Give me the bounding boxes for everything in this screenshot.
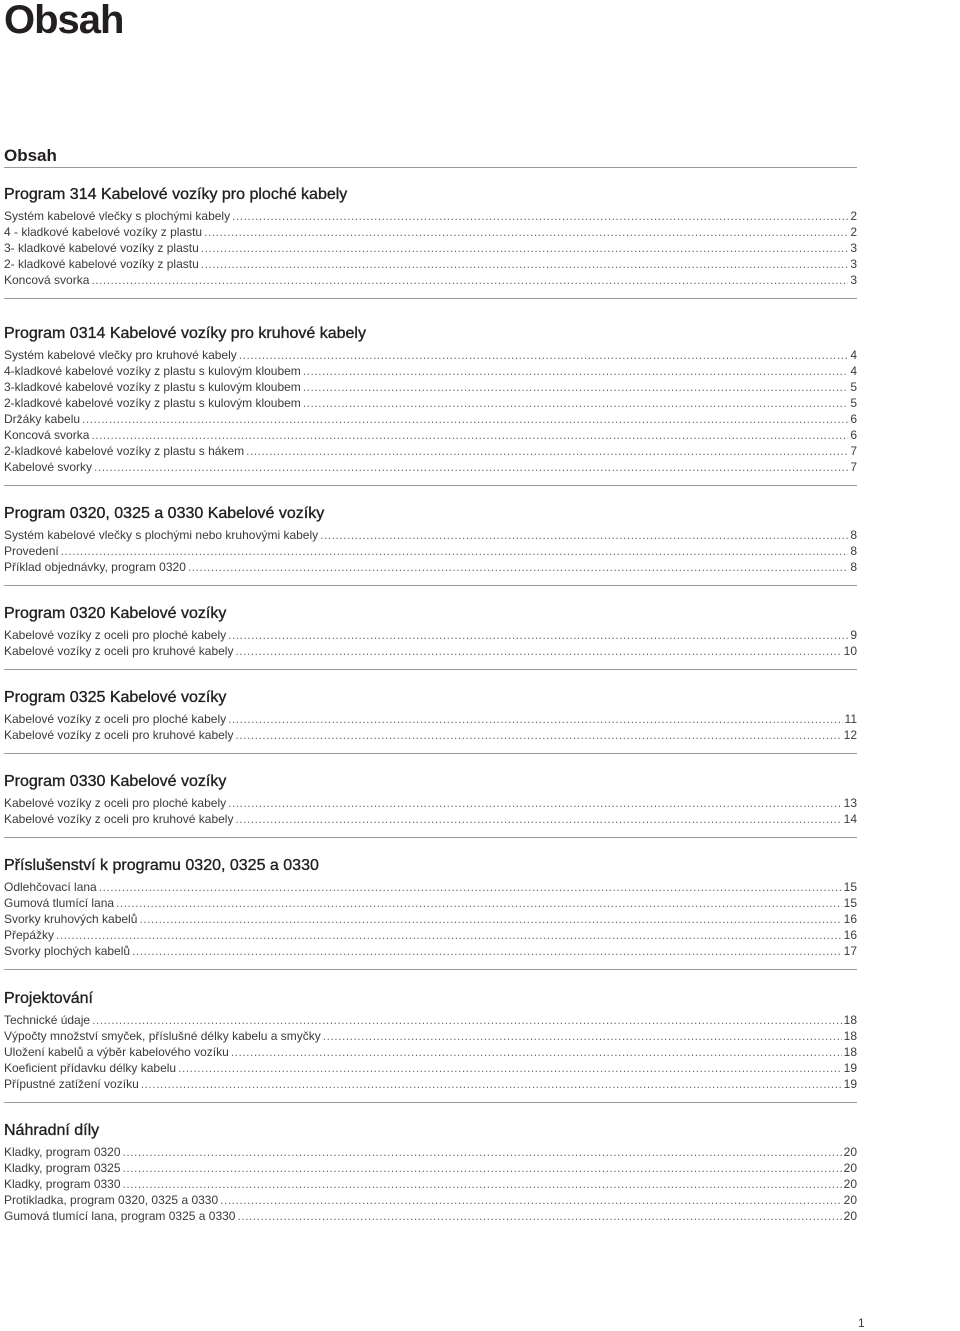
dot-leader <box>61 543 849 559</box>
toc-entry[interactable] <box>4 1176 857 1192</box>
toc-entry-page: 16 <box>843 912 857 926</box>
dot-leader <box>99 879 842 895</box>
section-title: Program 0320, 0325 a 0330 Kabelové vozíky <box>4 505 325 522</box>
dot-leader <box>123 1160 842 1176</box>
toc-entry-page: 18 <box>843 1029 857 1043</box>
toc-entry-text: 2-kladkové kabelové vozíky z plastu s hákem <box>4 444 245 458</box>
toc-entry-text: Příklad objednávky, program 0320 <box>4 560 186 574</box>
toc-entry-text: 3-kladkové kabelové vozíky z plastu s kulovým kloubem <box>4 380 301 394</box>
dot-leader <box>123 1176 842 1192</box>
dot-leader <box>228 711 842 727</box>
toc-entry-text: Kabelové vozíky z oceli pro kruhové kabely <box>4 728 234 742</box>
toc-entry-page: 8 <box>850 544 857 558</box>
toc-entry-text: Protikladka, program 0320, 0325 a 0330 <box>4 1193 219 1207</box>
toc-entry-page: 5 <box>850 396 857 410</box>
dot-leader <box>228 795 842 811</box>
dot-leader <box>201 256 849 272</box>
toc-section <box>4 298 857 475</box>
toc-entry[interactable] <box>4 1028 857 1044</box>
dot-leader <box>303 363 849 379</box>
toc-entry[interactable] <box>4 1208 857 1224</box>
table-of-contents <box>4 167 857 1224</box>
section-title: Program 0320 Kabelové vozíky <box>4 605 227 622</box>
toc-entry-text: 4-kladkové kabelové vozíky z plastu s kulovým kloubem <box>4 364 301 378</box>
dot-leader <box>237 1208 841 1224</box>
toc-section <box>4 969 857 1092</box>
section-title: Program 0314 Kabelové vozíky pro kruhové kabely <box>4 325 366 342</box>
toc-entry-text: Koncová svorka <box>4 273 90 287</box>
toc-entry[interactable] <box>4 1044 857 1060</box>
toc-entry-text: Přepážky <box>4 928 55 942</box>
toc-entry-page: 2 <box>850 225 857 239</box>
toc-entry-page: 4 <box>850 364 857 378</box>
toc-entry-page: 19 <box>843 1077 857 1091</box>
toc-entry[interactable] <box>4 879 857 895</box>
toc-entry-text: 2- kladkové kabelové vozíky z plastu <box>4 257 199 271</box>
dot-leader <box>94 459 848 475</box>
toc-section <box>4 837 857 959</box>
dot-leader <box>91 427 848 443</box>
toc-entry-text: Kladky, program 0320 <box>4 1145 121 1159</box>
toc-entry[interactable] <box>4 240 857 256</box>
toc-entry[interactable] <box>4 1012 857 1028</box>
toc-entry[interactable] <box>4 272 857 288</box>
dot-leader <box>231 1044 842 1060</box>
dot-leader <box>139 911 841 927</box>
toc-entry[interactable] <box>4 1060 857 1076</box>
toc-entry-text: Kabelové vozíky z oceli pro ploché kabely <box>4 628 227 642</box>
section-title: Projektování <box>4 990 93 1007</box>
toc-entry-text: Systém kabelové vlečky s plochými nebo kruhovými kabely <box>4 528 319 542</box>
toc-entry-page: 6 <box>850 412 857 426</box>
toc-entry[interactable] <box>4 911 857 927</box>
dot-leader <box>132 943 842 959</box>
toc-entry-page: 2 <box>850 209 857 223</box>
dot-leader <box>320 527 848 543</box>
toc-entry[interactable] <box>4 1144 857 1160</box>
dot-leader <box>232 208 848 224</box>
dot-leader <box>235 727 841 743</box>
section-title: Příslušenství k programu 0320, 0325 a 0330 <box>4 857 319 874</box>
toc-entry[interactable] <box>4 208 857 224</box>
toc-entry-page: 15 <box>843 880 857 894</box>
toc-entry-text: Uložení kabelů a výběr kabelového vozíku <box>4 1045 229 1059</box>
section-title: Program 314 Kabelové vozíky pro ploché kabely <box>4 186 348 203</box>
dot-leader <box>92 1012 842 1028</box>
page-number: 1 <box>858 1316 865 1330</box>
toc-entry-text: Kladky, program 0330 <box>4 1177 121 1191</box>
toc-entry-text: Kladky, program 0325 <box>4 1161 121 1175</box>
toc-section <box>4 585 857 659</box>
toc-entry-page: 18 <box>843 1013 857 1027</box>
toc-entry-page: 13 <box>843 796 857 810</box>
toc-entry-page: 20 <box>843 1193 857 1207</box>
toc-entry-page: 8 <box>850 528 857 542</box>
section-title: Program 0325 Kabelové vozíky <box>4 689 227 706</box>
toc-entry-text: Kabelové vozíky z oceli pro kruhové kabely <box>4 644 234 658</box>
toc-entry-text: Kabelové vozíky z oceli pro ploché kabely <box>4 796 227 810</box>
toc-entry-page: 7 <box>850 444 857 458</box>
toc-entry-page: 8 <box>850 560 857 574</box>
toc-entry-page: 18 <box>843 1045 857 1059</box>
dot-leader <box>303 395 849 411</box>
toc-entry[interactable] <box>4 811 857 827</box>
toc-entry[interactable] <box>4 224 857 240</box>
toc-entry[interactable] <box>4 347 857 363</box>
toc-entry-text: 4 - kladkové kabelové vozíky z plastu <box>4 225 203 239</box>
toc-entry-text: Svorky plochých kabelů <box>4 944 131 958</box>
toc-entry-text: 2-kladkové kabelové vozíky z plastu s kulovým kloubem <box>4 396 301 410</box>
toc-entry-page: 6 <box>850 428 857 442</box>
toc-entry-text: Kabelové svorky <box>4 460 93 474</box>
dot-leader <box>178 1060 842 1076</box>
dot-leader <box>188 559 848 575</box>
dot-leader <box>323 1028 842 1044</box>
toc-entry-text: Výpočty množství smyček, příslušné délky kabelu a smyčky <box>4 1029 321 1043</box>
toc-entry[interactable] <box>4 795 857 811</box>
page-title: Obsah <box>4 0 124 42</box>
toc-entry-text: Gumová tlumící lana <box>4 896 115 910</box>
toc-entry-page: 3 <box>850 257 857 271</box>
toc-entry[interactable] <box>4 1192 857 1208</box>
dot-leader <box>220 1192 841 1208</box>
toc-entry-text: Provedení <box>4 544 59 558</box>
toc-entry[interactable] <box>4 379 857 395</box>
toc-entry-text: Systém kabelové vlečky pro kruhové kabely <box>4 348 237 362</box>
toc-entry-page: 5 <box>850 380 857 394</box>
toc-entry-text: Odlehčovací lana <box>4 880 97 894</box>
toc-entry-text: Systém kabelové vlečky s plochými kabely <box>4 209 231 223</box>
toc-entry-page: 9 <box>850 628 857 642</box>
dot-leader <box>141 1076 842 1092</box>
section-title: Náhradní díly <box>4 1122 100 1139</box>
toc-entry-page: 3 <box>850 241 857 255</box>
toc-entry-text: Kabelové vozíky z oceli pro ploché kabely <box>4 712 227 726</box>
toc-entry-page: 17 <box>843 944 857 958</box>
toc-entry-page: 4 <box>850 348 857 362</box>
toc-entry[interactable] <box>4 411 857 427</box>
toc-entry-text: Technické údaje <box>4 1013 91 1027</box>
dot-leader <box>239 347 849 363</box>
dot-leader <box>303 379 849 395</box>
toc-entry-page: 20 <box>843 1177 857 1191</box>
toc-entry[interactable] <box>4 363 857 379</box>
dot-leader <box>116 895 842 911</box>
toc-entry-page: 12 <box>843 728 857 742</box>
section-title: Program 0330 Kabelové vozíky <box>4 773 227 790</box>
dot-leader <box>228 627 848 643</box>
toc-entry[interactable] <box>4 427 857 443</box>
toc-entry-text: Gumová tlumící lana, program 0325 a 0330 <box>4 1209 236 1223</box>
toc-entry[interactable] <box>4 727 857 743</box>
toc-heading: Obsah <box>4 146 57 165</box>
toc-entry[interactable] <box>4 443 857 459</box>
toc-section <box>4 167 857 288</box>
toc-entry[interactable] <box>4 895 857 911</box>
toc-entry-text: Svorky kruhových kabelů <box>4 912 138 926</box>
toc-entry-text: Přípustné zatížení vozíku <box>4 1077 139 1091</box>
toc-entry-text: Koncová svorka <box>4 428 90 442</box>
toc-entry-page: 15 <box>843 896 857 910</box>
toc-entry-text: Držáky kabelu <box>4 412 81 426</box>
dot-leader <box>235 811 841 827</box>
toc-entry-page: 3 <box>850 273 857 287</box>
toc-entry-text: Koeficient přídavku délky kabelu <box>4 1061 177 1075</box>
toc-entry[interactable] <box>4 711 857 727</box>
toc-entry-page: 14 <box>843 812 857 826</box>
dot-leader <box>91 272 848 288</box>
toc-entry[interactable] <box>4 627 857 643</box>
toc-entry-page: 7 <box>850 460 857 474</box>
toc-section <box>4 753 857 827</box>
toc-entry-page: 11 <box>844 712 857 726</box>
toc-entry-page: 10 <box>843 644 857 658</box>
dot-leader <box>235 643 841 659</box>
toc-section <box>4 485 857 575</box>
toc-entry[interactable] <box>4 256 857 272</box>
toc-entry-text: 3- kladkové kabelové vozíky z plastu <box>4 241 199 255</box>
toc-entry[interactable] <box>4 1076 857 1092</box>
toc-section <box>4 669 857 743</box>
toc-entry-page: 16 <box>843 928 857 942</box>
toc-entry[interactable] <box>4 559 857 575</box>
toc-entry[interactable] <box>4 527 857 543</box>
dot-leader <box>246 443 848 459</box>
toc-entry[interactable] <box>4 927 857 943</box>
dot-leader <box>201 240 849 256</box>
dot-leader <box>123 1144 842 1160</box>
toc-entry[interactable] <box>4 943 857 959</box>
toc-entry-page: 19 <box>843 1061 857 1075</box>
toc-entry[interactable] <box>4 1160 857 1176</box>
toc-entry-text: Kabelové vozíky z oceli pro kruhové kabely <box>4 812 234 826</box>
toc-entry[interactable] <box>4 543 857 559</box>
toc-entry-page: 20 <box>843 1161 857 1175</box>
toc-entry[interactable] <box>4 459 857 475</box>
toc-entry[interactable] <box>4 395 857 411</box>
toc-entry[interactable] <box>4 643 857 659</box>
dot-leader <box>56 927 842 943</box>
dot-leader <box>82 411 848 427</box>
dot-leader <box>204 224 848 240</box>
toc-entry-page: 20 <box>843 1145 857 1159</box>
toc-section <box>4 1102 857 1224</box>
toc-entry-page: 20 <box>843 1209 857 1223</box>
